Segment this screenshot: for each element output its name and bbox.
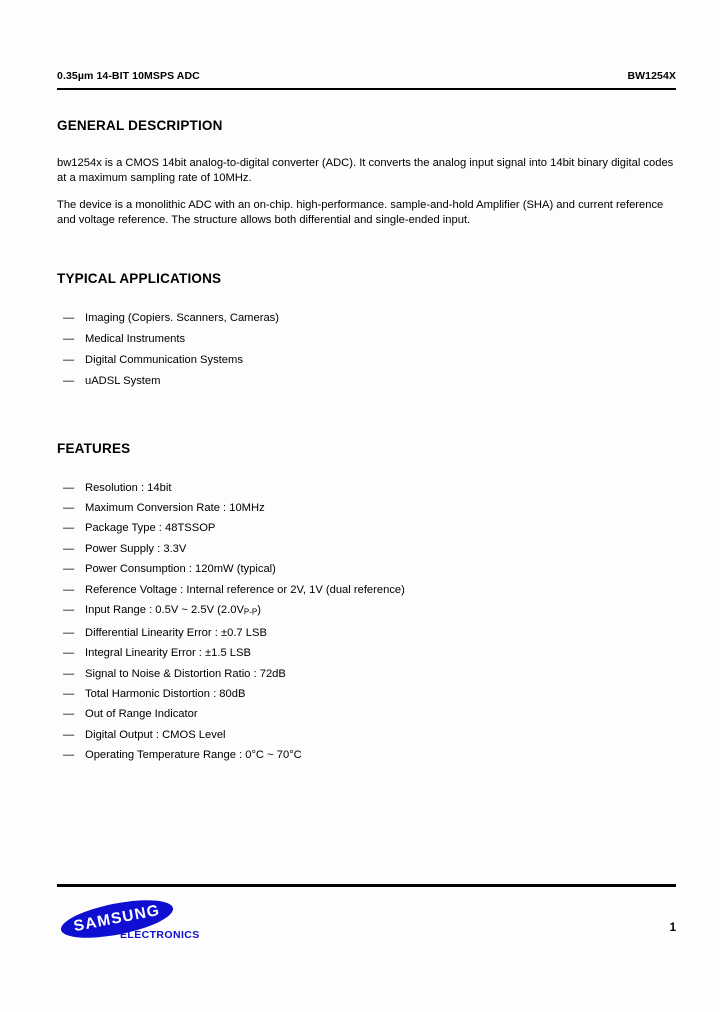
header-divider [57,88,676,90]
list-item [57,539,679,559]
general-description-paragraph-2: The device is a monolithic ADC with an on-chip. high-performance. sample-and-hold Amplifier (SHA) and current reference and voltage reference. The structure allows both differential and single-ended input. [57,199,664,226]
list-item-label: Out of Range Indicator [85,708,198,721]
spacer [57,457,679,478]
input-range-suffix: ) [257,604,261,616]
list-item-label: Integral Linearity Error : ±1.5 LSB [85,647,251,660]
list-item [57,643,679,663]
svg-text:SAMSUNG: SAMSUNG [72,901,162,936]
list-item-label: Operating Temperature Range : 0°C ~ 70°C [85,749,302,762]
dash-bullet-icon: — [63,563,75,576]
list-item [57,559,679,579]
list-item-label: Power Supply : 3.3V [85,542,187,555]
list-item [57,745,679,765]
list-item-label: Differential Linearity Error : ±0.7 LSB [85,626,267,639]
dash-bullet-icon: — [63,542,75,555]
dash-bullet-icon: — [63,374,75,387]
dash-bullet-icon: — [63,749,75,762]
header-part-number: BW1254X [627,70,676,82]
section-title-general-description: GENERAL DESCRIPTION [57,118,223,133]
spacer [57,227,679,271]
list-item-label: Reference Voltage : Internal reference or 2V, 1V (dual reference) [85,583,405,596]
list-item-label: Power Consumption : 120mW (typical) [85,563,276,576]
list-item [57,478,679,498]
list-item [57,684,679,704]
list-item [57,329,679,350]
dash-bullet-icon: — [63,583,75,596]
dash-bullet-icon: — [63,333,75,346]
dash-bullet-icon: — [63,728,75,741]
dash-bullet-icon: — [63,312,75,325]
dash-bullet-icon: — [63,667,75,680]
dash-bullet-icon: — [63,481,75,494]
dash-bullet-icon: — [63,708,75,721]
list-item [57,518,679,538]
list-item-input-range [57,600,679,623]
input-range-subscript: P-P [243,607,258,617]
list-item [57,371,679,392]
section-title-typical-applications: TYPICAL APPLICATIONS [57,271,222,287]
dash-bullet-icon: — [63,353,75,366]
list-item [57,725,679,745]
typical-applications-list [57,308,679,391]
spacer [57,287,679,308]
dash-bullet-icon: — [63,688,75,701]
header-device-title: 0.35µm 14-BIT 10MSPS ADC [57,70,200,82]
features-list [57,478,679,766]
input-range-prefix: Input Range : 0.5V ~ 2.5V (2.0V [85,604,244,616]
samsung-logo [57,898,257,946]
list-item-label: Maximum Conversion Rate : 10MHz [85,501,265,514]
page-header [57,70,676,82]
list-item-label: Package Type : 48TSSOP [85,522,216,535]
general-description-paragraph-1: bw1254x is a CMOS 14bit analog-to-digital converter (ADC). It converts the analog input signal into 14bit binary digital codes at a maximum sampling rate of 10MHz. [57,157,674,184]
dash-bullet-icon: — [63,522,75,535]
list-item-label: uADSL System [85,374,161,387]
list-item-label: Imaging (Copiers. Scanners, Cameras) [85,312,279,325]
spacer [57,134,679,156]
page-number: 1 [669,922,676,934]
list-item [57,664,679,684]
list-item [57,498,679,518]
dash-bullet-icon: — [63,604,75,616]
list-item-label: Total Harmonic Distortion : 80dB [85,688,246,701]
list-item [57,580,679,600]
dash-bullet-icon: — [63,647,75,660]
list-item [57,350,679,371]
section-title-features: FEATURES [57,440,131,456]
page-content [57,118,679,766]
footer-divider [57,884,676,887]
list-item-label: Digital Communication Systems [85,353,243,366]
dash-bullet-icon: — [63,626,75,639]
list-item [57,623,679,643]
svg-text:ELECTRONICS: ELECTRONICS [120,929,200,941]
list-item-label: Resolution : 14bit [85,481,172,494]
list-item-label: Signal to Noise & Distortion Ratio : 72dB [85,667,286,680]
list-item-label: Digital Output : CMOS Level [85,728,226,741]
spacer [57,392,679,441]
list-item [57,704,679,724]
list-item-label: Medical Instruments [85,333,186,346]
dash-bullet-icon: — [63,501,75,514]
list-item [57,308,679,329]
